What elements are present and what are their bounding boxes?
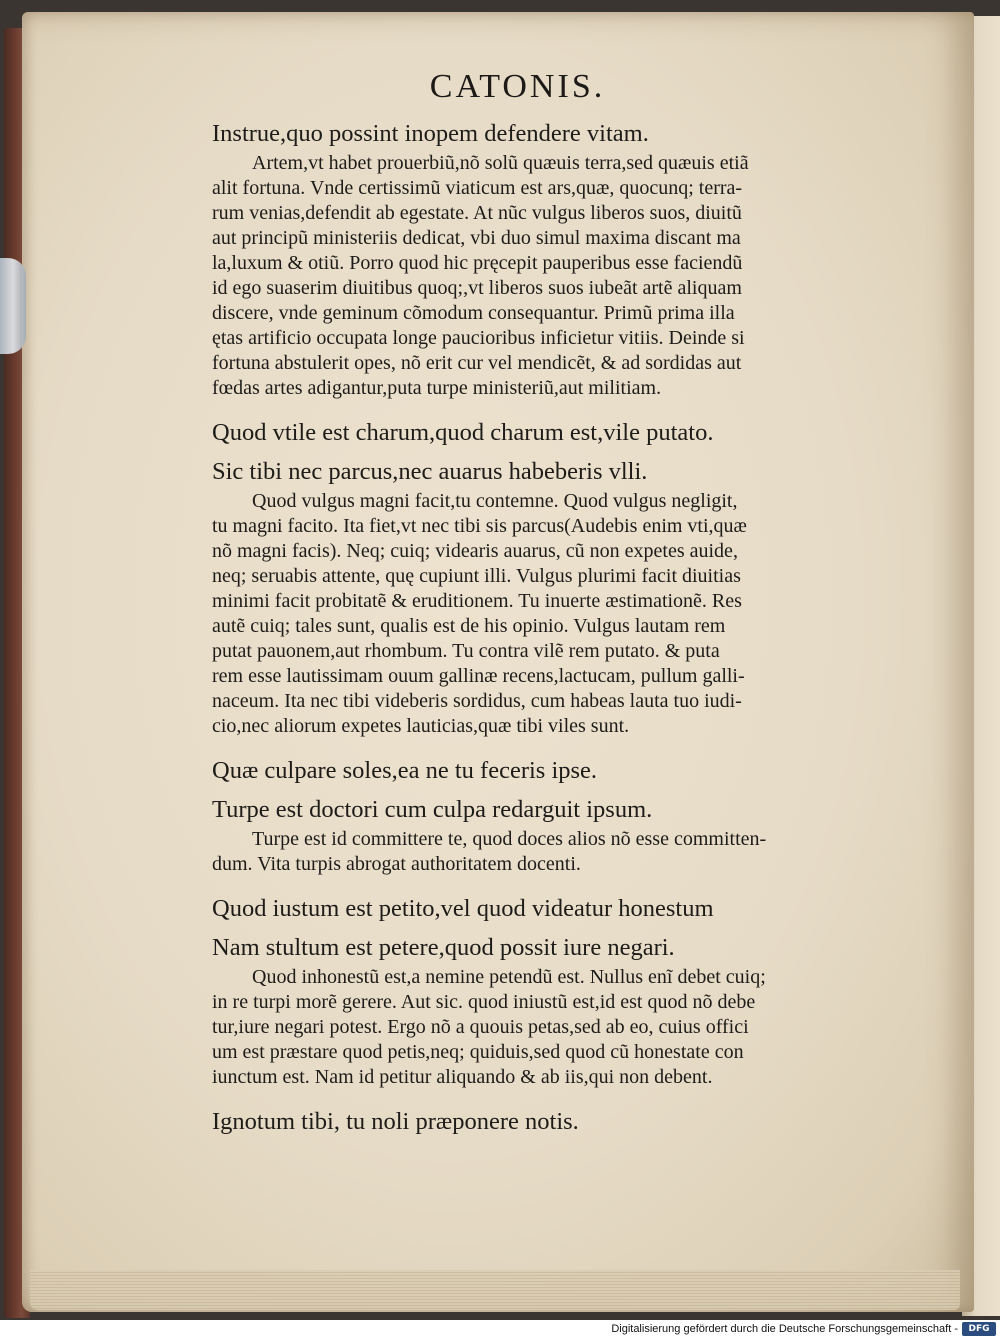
commentary-line: rum venias,defendit ab egestate. At nũc vulgus liberos suos, diuitũ [212, 202, 742, 224]
commentary-line: tur,iure negari potest. Ergo nõ a quouis petas,sed ab eo, cuius offici [212, 1016, 749, 1038]
funding-credit: Digitalisierung gefördert durch die Deutsche Forschungsgemeinschaft - [611, 1323, 958, 1335]
commentary-line: rem esse lautissimam ouum gallinæ recens,lactucam, pullum galli- [212, 665, 745, 687]
commentary-line: fœdas artes adigantur,puta turpe ministeriũ,aut militiam. [212, 377, 662, 399]
commentary-line: id ego suaserim diuitibus quoq;,vt liberos suos iubeãt artẽ aliquam [212, 277, 742, 299]
commentary-line: naceum. Ita nec tibi videberis sordidus, cum habeas lauta tuo iudi- [212, 690, 742, 712]
commentary-paragraph [212, 965, 852, 1090]
commentary-line: in re turpi morẽ gerere. Aut sic. quod iniustũ est,id est quod nõ debe [212, 991, 756, 1013]
commentary-line: Turpe est id committere te, quod doces alios nõ esse committen- [252, 828, 767, 850]
verse-line: Instrue,quo possint inopem defendere vitam. [212, 120, 649, 147]
commentary-line: iunctum est. Nam id petitur aliquando & ab iis,qui non debent. [212, 1066, 713, 1088]
commentary-line: la,luxum & otiũ. Porro quod hic pręcepit pauperibus esse faciendũ [212, 252, 743, 274]
verse-line: Ignotum tibi, tu noli præponere notis. [212, 1108, 579, 1135]
commentary-paragraph [212, 489, 852, 739]
commentary-line: fortuna abstulerit opes, nõ erit cur vel mendicẽt, & ad sordidas aut [212, 352, 742, 374]
commentary-paragraph [212, 827, 852, 877]
commentary-line: putat pauonem,aut rhombum. Tu contra vilẽ rem putato. & puta [212, 640, 720, 662]
page-heading: CATONIS. [429, 68, 606, 105]
commentary-line: neq; seruabis attente, quę cupiunt illi. Vulgus plurimi facit diuitias [212, 565, 741, 587]
commentary-line: tu magni facito. Ita fiet,vt nec tibi sis parcus(Audebis enim vti,quæ [212, 515, 747, 537]
commentary-line: ętas artificio occupata longe paucioribus inficietur vitiis. Deinde si [212, 327, 745, 349]
commentary-line: dum. Vita turpis abrogat authoritatem docenti. [212, 853, 581, 875]
verse-line: Quod iustum est petito,vel quod videatur honestum [212, 895, 714, 922]
commentary-line: Artem,vt habet prouerbiũ,nõ solũ quæuis terra,sed quæuis etiã [252, 152, 749, 174]
commentary-line: aut principũ ministeriis dedicat, vbi duo simul maxima discant ma [212, 227, 741, 249]
commentary-line: Quod inhonestũ est,a nemine petendũ est. Nullus enĩ debet cuiq; [252, 966, 766, 988]
verse-line: Nam stultum est petere,quod possit iure negari. [212, 934, 675, 961]
verse-line: Quod vtile est charum,quod charum est,vile putato. [212, 419, 714, 446]
verse-line: Quæ culpare soles,ea ne tu feceris ipse. [212, 757, 598, 784]
commentary-line: cio,nec aliorum expetes lauticias,quæ tibi viles sunt. [212, 715, 630, 737]
page-clip [0, 258, 26, 354]
commentary-line: Quod vulgus magni facit,tu contemne. Quod vulgus negligit, [252, 490, 738, 512]
text-body [212, 112, 852, 1139]
commentary-line: autẽ cuiq; tales sunt, qualis est de his opinio. Vulgus lautam rem [212, 615, 726, 637]
verse-line: Turpe est doctori cum culpa redarguit ipsum. [212, 796, 653, 823]
commentary-line: minimi facit probitatẽ & eruditionem. Tu inuerte æstimationẽ. Res [212, 590, 742, 612]
commentary-line: nõ magni facis). Neq; cuiq; videaris auarus, cũ non expetes auide, [212, 540, 738, 562]
commentary-line: um est præstare quod petis,neq; quiduis,sed quod cũ honestate con [212, 1041, 744, 1063]
commentary-line: discere, vnde geminum cõmodum consequantur. Primũ prima illa [212, 302, 735, 324]
commentary-line: alit fortuna. Vnde certissimũ viaticum est ars,quæ, quocunq; terra- [212, 177, 743, 199]
verse-line: Sic tibi nec parcus,nec auarus habeberis vlli. [212, 458, 648, 485]
dfg-logo-icon: DFG [962, 1322, 996, 1336]
commentary-paragraph [212, 151, 852, 401]
digitization-footer [0, 1320, 1000, 1339]
page-stack-edge [30, 1270, 960, 1310]
